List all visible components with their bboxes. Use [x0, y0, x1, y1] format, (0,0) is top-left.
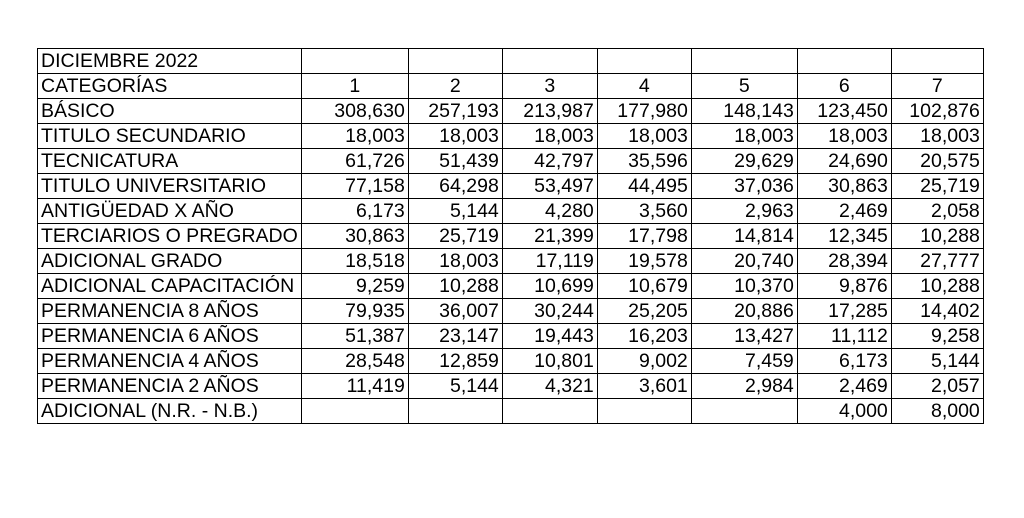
value-cell: 9,258: [891, 324, 983, 349]
value-cell: 53,497: [502, 174, 597, 199]
value-cell: 17,798: [597, 224, 691, 249]
table-body: [38, 49, 984, 424]
value-cell: 35,596: [597, 149, 691, 174]
empty-cell: [502, 49, 597, 74]
value-cell: 2,963: [691, 199, 797, 224]
empty-cell: [797, 49, 891, 74]
empty-cell: [891, 49, 983, 74]
value-cell: 2,469: [797, 199, 891, 224]
table-row: [38, 199, 984, 224]
value-cell: 4,000: [797, 399, 891, 424]
row-label: ADICIONAL GRADO: [38, 249, 302, 274]
table-row: [38, 374, 984, 399]
value-cell: 18,003: [797, 124, 891, 149]
value-cell: 9,259: [301, 274, 408, 299]
value-cell: [301, 399, 408, 424]
value-cell: [408, 399, 502, 424]
value-cell: 5,144: [891, 349, 983, 374]
category-header: 5: [691, 74, 797, 99]
value-cell: 12,859: [408, 349, 502, 374]
table-row: [38, 274, 984, 299]
value-cell: 25,205: [597, 299, 691, 324]
value-cell: 18,003: [597, 124, 691, 149]
value-cell: 18,518: [301, 249, 408, 274]
value-cell: 44,495: [597, 174, 691, 199]
value-cell: 10,288: [891, 224, 983, 249]
category-header: 7: [891, 74, 983, 99]
value-cell: 20,886: [691, 299, 797, 324]
value-cell: 10,699: [502, 274, 597, 299]
table-row: [38, 174, 984, 199]
value-cell: 37,036: [691, 174, 797, 199]
category-header: 4: [597, 74, 691, 99]
value-cell: 42,797: [502, 149, 597, 174]
category-header: 1: [301, 74, 408, 99]
value-cell: 18,003: [891, 124, 983, 149]
value-cell: 29,629: [691, 149, 797, 174]
table-row: [38, 349, 984, 374]
value-cell: 10,370: [691, 274, 797, 299]
value-cell: 27,777: [891, 249, 983, 274]
value-cell: 148,143: [691, 99, 797, 124]
value-cell: 30,244: [502, 299, 597, 324]
empty-cell: [408, 49, 502, 74]
category-header: 3: [502, 74, 597, 99]
row-label: ADICIONAL (N.R. - N.B.): [38, 399, 302, 424]
value-cell: 11,419: [301, 374, 408, 399]
value-cell: 14,402: [891, 299, 983, 324]
value-cell: 20,740: [691, 249, 797, 274]
value-cell: 18,003: [502, 124, 597, 149]
value-cell: 28,548: [301, 349, 408, 374]
value-cell: 9,002: [597, 349, 691, 374]
row-label: PERMANENCIA 6 AÑOS: [38, 324, 302, 349]
value-cell: 257,193: [408, 99, 502, 124]
table-row: [38, 99, 984, 124]
value-cell: 12,345: [797, 224, 891, 249]
value-cell: 10,288: [408, 274, 502, 299]
value-cell: 2,469: [797, 374, 891, 399]
value-cell: 18,003: [408, 249, 502, 274]
value-cell: 4,321: [502, 374, 597, 399]
value-cell: 25,719: [891, 174, 983, 199]
row-label: PERMANENCIA 2 AÑOS: [38, 374, 302, 399]
value-cell: 11,112: [797, 324, 891, 349]
header-label: CATEGORÍAS: [38, 74, 302, 99]
value-cell: 25,719: [408, 224, 502, 249]
category-header: 2: [408, 74, 502, 99]
value-cell: 77,158: [301, 174, 408, 199]
value-cell: 61,726: [301, 149, 408, 174]
value-cell: 51,387: [301, 324, 408, 349]
value-cell: 79,935: [301, 299, 408, 324]
value-cell: 18,003: [408, 124, 502, 149]
value-cell: 19,443: [502, 324, 597, 349]
value-cell: 18,003: [301, 124, 408, 149]
value-cell: 3,601: [597, 374, 691, 399]
value-cell: 14,814: [691, 224, 797, 249]
value-cell: 20,575: [891, 149, 983, 174]
salary-table: [37, 48, 984, 424]
value-cell: 5,144: [408, 199, 502, 224]
value-cell: 3,560: [597, 199, 691, 224]
value-cell: 51,439: [408, 149, 502, 174]
table-row: [38, 124, 984, 149]
empty-cell: [597, 49, 691, 74]
row-label: TECNICATURA: [38, 149, 302, 174]
table-row: [38, 299, 984, 324]
table-row: [38, 249, 984, 274]
value-cell: [597, 399, 691, 424]
value-cell: 23,147: [408, 324, 502, 349]
value-cell: 123,450: [797, 99, 891, 124]
row-label: ADICIONAL CAPACITACIÓN: [38, 274, 302, 299]
header-row: [38, 74, 984, 99]
value-cell: 102,876: [891, 99, 983, 124]
row-label: TITULO SECUNDARIO: [38, 124, 302, 149]
row-label: ANTIGÜEDAD X AÑO: [38, 199, 302, 224]
value-cell: 18,003: [691, 124, 797, 149]
table-row: [38, 399, 984, 424]
row-label: BÁSICO: [38, 99, 302, 124]
value-cell: 16,203: [597, 324, 691, 349]
value-cell: 10,679: [597, 274, 691, 299]
value-cell: 10,288: [891, 274, 983, 299]
value-cell: 9,876: [797, 274, 891, 299]
value-cell: 17,285: [797, 299, 891, 324]
value-cell: 2,057: [891, 374, 983, 399]
value-cell: 213,987: [502, 99, 597, 124]
value-cell: 30,863: [797, 174, 891, 199]
value-cell: 28,394: [797, 249, 891, 274]
row-label: TITULO UNIVERSITARIO: [38, 174, 302, 199]
value-cell: [691, 399, 797, 424]
value-cell: 19,578: [597, 249, 691, 274]
table-row: [38, 149, 984, 174]
value-cell: 13,427: [691, 324, 797, 349]
value-cell: 5,144: [408, 374, 502, 399]
row-label: TERCIARIOS O PREGRADO: [38, 224, 302, 249]
value-cell: 2,058: [891, 199, 983, 224]
table-row: [38, 224, 984, 249]
value-cell: 177,980: [597, 99, 691, 124]
empty-cell: [301, 49, 408, 74]
value-cell: 308,630: [301, 99, 408, 124]
value-cell: 17,119: [502, 249, 597, 274]
value-cell: 21,399: [502, 224, 597, 249]
table-row: [38, 324, 984, 349]
value-cell: 24,690: [797, 149, 891, 174]
category-header: 6: [797, 74, 891, 99]
value-cell: 7,459: [691, 349, 797, 374]
value-cell: 36,007: [408, 299, 502, 324]
title-row: [38, 49, 984, 74]
value-cell: 10,801: [502, 349, 597, 374]
value-cell: 4,280: [502, 199, 597, 224]
value-cell: 6,173: [301, 199, 408, 224]
value-cell: 2,984: [691, 374, 797, 399]
value-cell: 64,298: [408, 174, 502, 199]
table-title: DICIEMBRE 2022: [38, 49, 302, 74]
row-label: PERMANENCIA 4 AÑOS: [38, 349, 302, 374]
empty-cell: [691, 49, 797, 74]
value-cell: 8,000: [891, 399, 983, 424]
row-label: PERMANENCIA 8 AÑOS: [38, 299, 302, 324]
value-cell: 6,173: [797, 349, 891, 374]
value-cell: 30,863: [301, 224, 408, 249]
value-cell: [502, 399, 597, 424]
